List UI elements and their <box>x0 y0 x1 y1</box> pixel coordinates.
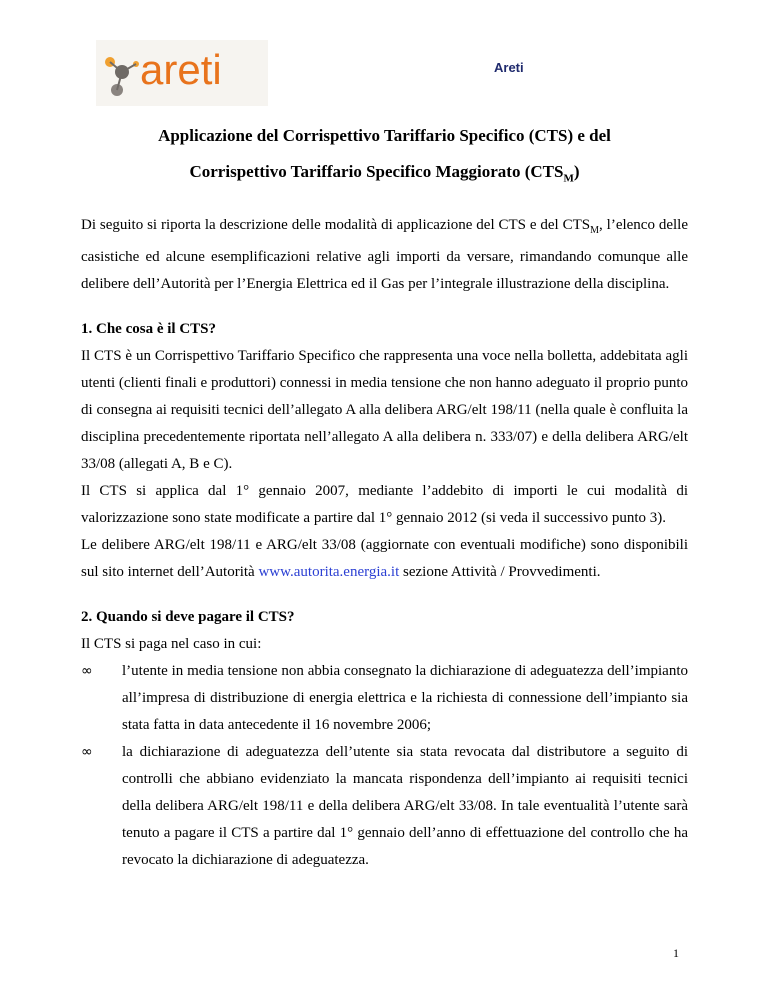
molecule-logo-icon <box>96 40 146 106</box>
section-2-intro: Il CTS si paga nel caso in cui: <box>81 636 262 653</box>
logo-wordmark: areti <box>140 46 222 93</box>
list-item: ∞ la dichiarazione di adeguatezza dell’utente sia stata revocata dal distributore a seguito di controlli che abbiano evidenziato la mancata rispondenza dell’impianto ai requisiti tecnici della delibera ARG/elt 198/11 e della delibera ARG/elt 33/08. In tale eventualità l’utente sarà tenuto a pagare il CTS a partire dal 1° gennaio dell’anno di effettuazione del controllo che ha revocato la dichiarazione di adeguatezza. <box>81 739 688 874</box>
intro-paragraph: Di seguito si riporta la descrizione delle modalità di applicazione del CTS e del $CTS_M$, l’elenco delle casistiche ed alcune esemplificazioni relative agli importi da versare, rimandando comunque alle delibere dell’Autorità per l’Energia Elettrica ed il Gas per l’integrale illustrazione della disciplina. <box>81 217 688 293</box>
section-1-paragraph-3: Le delibere ARG/elt 198/11 e ARG/elt 33/08 (aggiornate con eventuali modifiche) sono disponibili sul sito internet dell’Autorità www.autorita.energia.it sezione Attività / Provvedimenti. <box>81 537 688 581</box>
page-number: 1 <box>673 946 679 960</box>
bullet-infinity-icon: ∞ <box>81 744 93 761</box>
section-2-heading: 2. Quando si deve pagare il CTS? <box>81 609 295 626</box>
authority-website-link[interactable]: www.autorita.energia.it <box>258 564 400 581</box>
conditions-list <box>81 658 688 874</box>
page-header <box>0 0 768 110</box>
section-1-paragraph-2: Il CTS si applica dal 1° gennaio 2007, mediante l’addebito di importi le cui modalità di valorizzazione sono state modificate a partire dal 1° gennaio 2012 (si veda il successivo punto 3). <box>81 483 688 527</box>
document-title <box>81 118 688 196</box>
section-1-paragraph-1: Il CTS è un Corrispettivo Tariffario Specifico che rappresenta una voce nella bolletta, addebitata agli utenti (clienti finali e produttori) connessi in media tensione che non hanno adeguato il proprio punto di consegna ai requisiti tecnici dell’allegato A alla delibera ARG/elt 198/11 (nella quale è confluita la disciplina precedentemente riportata nell’allegato A alla delibera n. 333/07) e della delibera ARG/elt 33/08 (allegati A, B e C). <box>81 348 688 473</box>
title-line-1: Applicazione del Corrispettivo Tariffario Specifico (CTS) e del <box>158 126 611 145</box>
document-body <box>81 118 688 874</box>
section-1-heading: 1. Che cosa è il CTS? <box>81 321 216 338</box>
brand-label: Areti <box>494 60 524 75</box>
bullet-infinity-icon: ∞ <box>81 663 93 680</box>
areti-logo <box>96 40 268 106</box>
list-item: ∞ l’utente in media tensione non abbia consegnato la dichiarazione di adeguatezza dell’impianto all’impresa di distribuzione di energia elettrica e la richiesta di connessione dell’impianto sia stata fatta in data antecedente il 16 novembre 2006; <box>81 658 688 739</box>
title-line-2: Corrispettivo Tariffario Specifico Maggiorato $(CTS_M)$ <box>189 162 580 185</box>
